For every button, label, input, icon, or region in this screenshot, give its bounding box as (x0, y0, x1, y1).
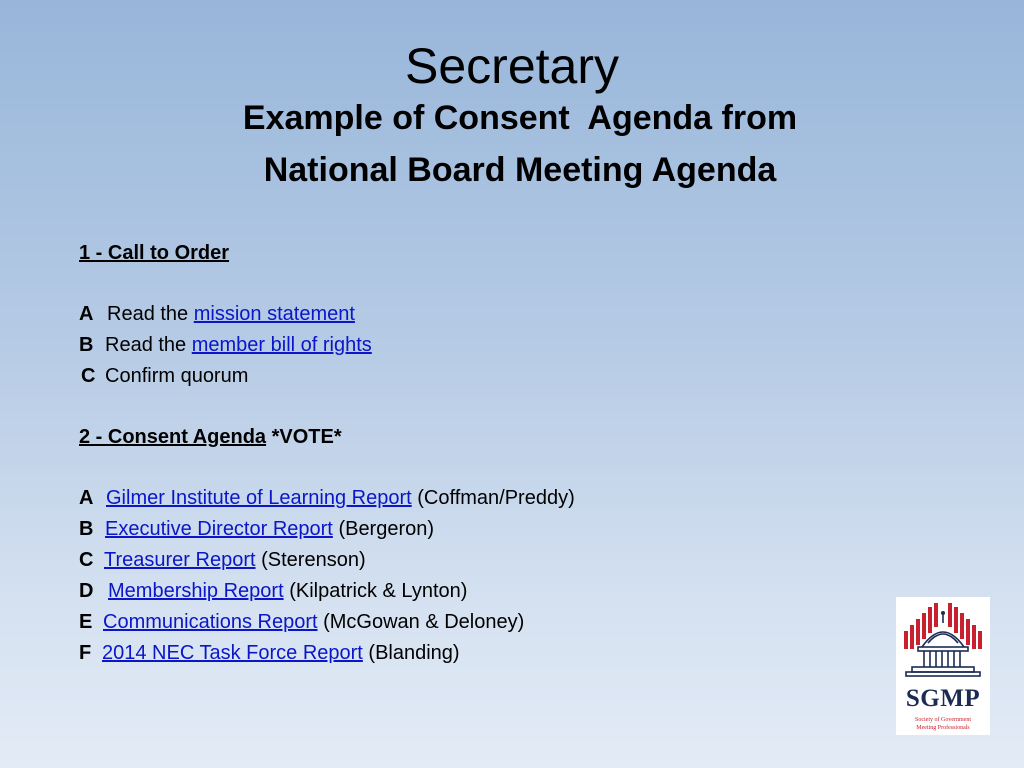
agenda-item-1c (81, 361, 248, 391)
sgmp-logo (896, 597, 990, 735)
agenda-item-1b (79, 330, 372, 360)
item-letter: C (81, 365, 96, 387)
subtitle-line-1: Example of Consent Agenda from (242, 99, 798, 137)
capitol-dome-icon (896, 597, 990, 685)
agenda-item-2e (79, 607, 524, 637)
item-presenter: (Kilpatrick & Lynton) (289, 580, 468, 602)
item-prefix: Read the (105, 334, 187, 356)
item-letter: E (79, 611, 93, 633)
agenda-item-2d (79, 576, 467, 606)
item-presenter: (Bergeron) (338, 518, 435, 540)
item-letter: C (79, 549, 94, 571)
logo-name: SGMP (905, 685, 981, 712)
item-presenter: (Blanding) (368, 642, 460, 664)
item-presenter: (McGowan & Deloney) (323, 611, 525, 633)
vote-label: *VOTE* (271, 426, 342, 448)
logo-subtitle-1: Society of Government (915, 717, 971, 723)
member-bill-of-rights-link[interactable]: member bill of rights (191, 334, 372, 356)
agenda-item-2f (79, 638, 460, 668)
communications-report-link[interactable]: Communications Report (103, 611, 318, 633)
treasurer-report-link[interactable]: Treasurer Report (104, 549, 256, 571)
mission-statement-link[interactable]: mission statement (193, 303, 355, 325)
logo-subtitle-2: Meeting Professionals (916, 725, 970, 731)
section-heading-consent-agenda (79, 422, 342, 452)
agenda-item-2c (79, 545, 366, 575)
item-letter: A (79, 303, 94, 325)
membership-report-link[interactable]: Membership Report (108, 580, 284, 602)
slide-subtitle (0, 92, 1024, 196)
section-heading-call-to-order (79, 238, 229, 268)
item-letter: A (79, 487, 94, 509)
item-presenter: (Coffman/Preddy) (417, 487, 575, 509)
item-prefix: Confirm quorum (105, 365, 249, 387)
item-letter: B (79, 518, 94, 540)
agenda-item-2b (79, 514, 434, 544)
item-letter: F (79, 642, 92, 664)
gilmer-institute-report-link[interactable]: Gilmer Institute of Learning Report (106, 487, 412, 509)
section-2-heading: 2 - Consent Agenda (79, 426, 267, 448)
item-presenter: (Sterenson) (261, 549, 366, 571)
item-letter: B (79, 334, 94, 356)
item-prefix: Read the (107, 303, 189, 325)
item-letter: D (79, 580, 94, 602)
executive-director-report-link[interactable]: Executive Director Report (105, 518, 333, 540)
slide-title: Secretary (405, 38, 619, 94)
section-1-heading: 1 - Call to Order (79, 242, 230, 264)
nec-task-force-report-link[interactable]: 2014 NEC Task Force Report (102, 642, 363, 664)
subtitle-line-2: National Board Meeting Agenda (263, 151, 777, 189)
agenda-item-2a (79, 483, 575, 513)
agenda-item-1a (79, 299, 355, 329)
